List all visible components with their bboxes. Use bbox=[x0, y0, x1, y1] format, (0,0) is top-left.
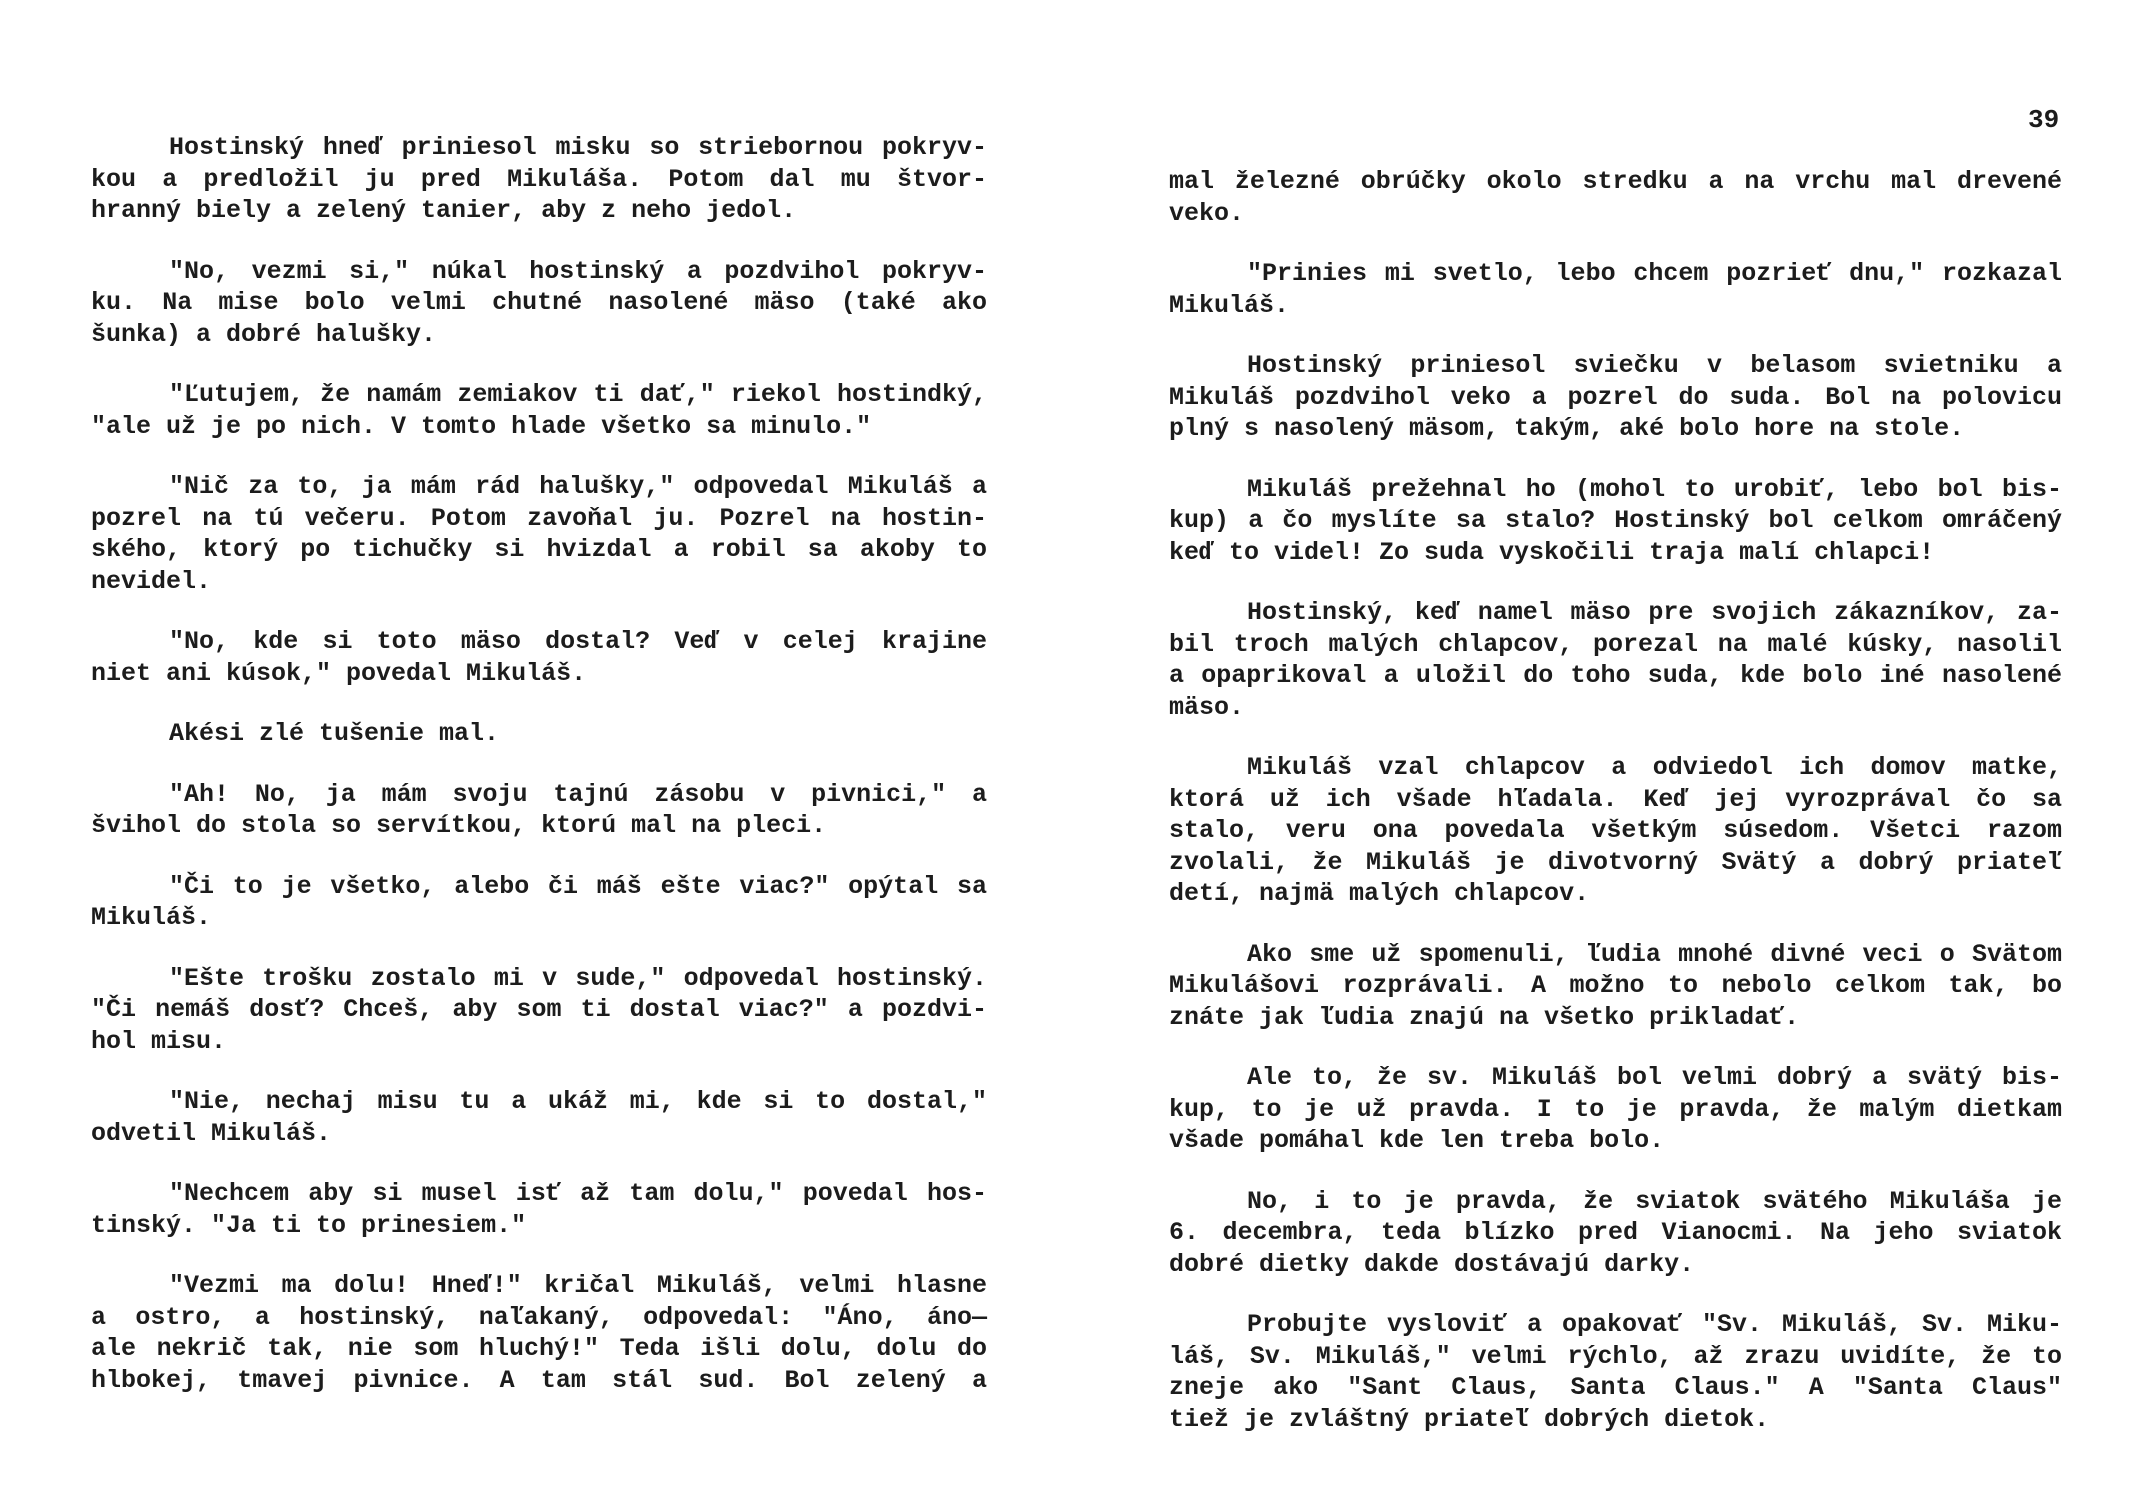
text-line: stalo, veru ona povedala všetkým súsedom. Všetci razom bbox=[1169, 816, 2062, 845]
text-line: a ostro, a hostinský, naľakaný, odpovedal: "Áno, áno— bbox=[91, 1302, 987, 1332]
text-line: nevidel. bbox=[91, 566, 212, 596]
text-line: keď to videl! Zo suda vyskočili traja malí chlapci! bbox=[1169, 537, 1935, 567]
text-line: Mikulášovi rozprávali. A možno to nebolo celkom tak, bo bbox=[1169, 971, 2062, 1000]
text-line: bil troch malých chlapcov, porezal na malé kúsky, nasolil bbox=[1169, 629, 2062, 659]
paragraph bbox=[1169, 1186, 2062, 1281]
text-line: "Ešte trošku zostalo mi v sude," odpovedal hostinský. bbox=[169, 963, 987, 993]
text-line: Mikuláš. bbox=[1169, 290, 1290, 320]
text-line: hlbokej, tmavej pivnice. A tam stál sud. Bol zelený a bbox=[91, 1365, 987, 1395]
text-line: dobré dietky dakde dostávajú darky. bbox=[1169, 1249, 1695, 1279]
text-line: "Či to je všetko, alebo či máš ešte viac?" opýtal sa bbox=[169, 871, 987, 901]
text-line: mal železné obrúčky okolo stredku a na vrchu mal drevené bbox=[1169, 167, 2062, 196]
paragraph bbox=[91, 379, 987, 442]
text-line: kou a predložil ju pred Mikuláša. Potom dal mu štvor- bbox=[91, 164, 987, 194]
paragraph bbox=[91, 132, 987, 227]
text-line: odvetil Mikuláš. bbox=[91, 1118, 332, 1148]
text-line: Hostinský hneď priniesol misku so striebornou pokryv- bbox=[169, 133, 987, 162]
paragraph bbox=[1169, 474, 2062, 569]
text-line: ale nekrič tak, nie som hluchý!" Teda išli dolu, dolu do bbox=[91, 1334, 987, 1363]
paragraph bbox=[1169, 939, 2062, 1034]
text-line: "ale už je po nich. V tomto hlade všetko sa minulo." bbox=[91, 411, 872, 441]
text-line: "Vezmi ma dolu! Hneď!" kričal Mikuláš, velmi hlasne bbox=[169, 1271, 987, 1300]
text-line: veko. bbox=[1169, 198, 1245, 228]
paragraph bbox=[1169, 1062, 2062, 1157]
paragraph bbox=[91, 626, 987, 689]
paragraph bbox=[1169, 350, 2062, 445]
text-line: Mikuláš vzal chlapcov a odviedol ich domov matke, bbox=[1247, 753, 2062, 782]
paragraph bbox=[1169, 597, 2062, 723]
text-line: a opaprikoval a uložil do toho suda, kde bolo iné nasolené bbox=[1169, 661, 2062, 690]
text-line: znáte jak ľudia znajú na všetko prikladať. bbox=[1169, 1002, 1800, 1032]
paragraph bbox=[1169, 258, 2062, 321]
left-page-body bbox=[91, 132, 987, 1425]
text-line: švihol do stola so servítkou, ktorú mal na pleci. bbox=[91, 811, 827, 840]
text-line: Hostinský, keď namel mäso pre svojich zákazníkov, za- bbox=[1247, 598, 2062, 627]
text-line: "Ľutujem, že namám zemiakov ti dať," riekol hostindký, bbox=[169, 380, 987, 409]
text-line: "Ah! No, ja mám svoju tajnú zásobu v pivnici," a bbox=[169, 779, 987, 809]
text-line: No, i to je pravda, že sviatok svätého Mikuláša je bbox=[1247, 1186, 2062, 1216]
paragraph bbox=[91, 1270, 987, 1396]
text-line: zvolali, že Mikuláš je divotvorný Svätý a dobrý priateľ bbox=[1169, 847, 2062, 877]
text-line: "Nie, nechaj misu tu a ukáž mi, kde si to dostal," bbox=[169, 1087, 987, 1116]
paragraph bbox=[1169, 1309, 2062, 1435]
paragraph bbox=[91, 256, 987, 351]
page-number: 39 bbox=[2028, 105, 2060, 135]
text-line: Mikuláš prežehnal ho (mohol to urobiť, lebo bol bis- bbox=[1247, 474, 2062, 504]
text-line: kup, to je už pravda. I to je pravda, že malým dietkam bbox=[1169, 1094, 2062, 1124]
text-line: hol misu. bbox=[91, 1026, 227, 1056]
text-line: mäso. bbox=[1169, 692, 1245, 722]
text-line: "Prinies mi svetlo, lebo chcem pozrieť dnu," rozkazal bbox=[1247, 259, 2062, 288]
paragraph bbox=[1169, 752, 2062, 910]
text-line: Ale to, že sv. Mikuláš bol velmi dobrý a svätý bis- bbox=[1247, 1063, 2062, 1092]
paragraph bbox=[91, 871, 987, 934]
text-line: Hostinský priniesol sviečku v belasom svietniku a bbox=[1247, 351, 2062, 380]
paragraph bbox=[91, 718, 987, 750]
text-line: Ako sme už spomenuli, ľudia mnohé divné veci o Svätom bbox=[1247, 939, 2062, 969]
paragraph bbox=[91, 471, 987, 597]
text-line: detí, najmä malých chlapcov. bbox=[1169, 879, 1590, 908]
text-line: 6. decembra, teda blízko pred Vianocmi. Na jeho sviatok bbox=[1169, 1218, 2062, 1247]
text-line: niet ani kúsok," povedal Mikuláš. bbox=[91, 658, 587, 688]
text-line: ku. Na mise bolo velmi chutné nasolené mäso (také ako bbox=[91, 288, 987, 317]
text-line: plný s nasolený mäsom, takým, aké bolo hore na stole. bbox=[1169, 414, 1965, 443]
text-line: všade pomáhal kde len treba bolo. bbox=[1169, 1126, 1665, 1155]
text-line: Mikuláš pozdvihol veko a pozrel do suda. Bol na polovicu bbox=[1169, 382, 2062, 412]
text-line: "No, kde si toto mäso dostal? Veď v celej krajine bbox=[169, 627, 987, 656]
text-line: Mikuláš. bbox=[91, 903, 212, 932]
text-line: ského, ktorý po tichučky si hvizdal a robil sa akoby to bbox=[91, 535, 987, 564]
text-line: "Či nemáš dosť? Chceš, aby som ti dostal viac?" a pozdvi- bbox=[91, 995, 987, 1024]
paragraph bbox=[91, 963, 987, 1058]
paragraph bbox=[91, 779, 987, 842]
paragraph bbox=[91, 1086, 987, 1149]
text-line: tiež je zvláštný priateľ dobrých dietok. bbox=[1169, 1404, 1770, 1434]
text-line: kup) a čo myslíte sa stalo? Hostinský bol celkom omráčený bbox=[1169, 506, 2062, 535]
text-line: zneje ako "Sant Claus, Santa Claus." A "Santa Claus" bbox=[1169, 1373, 2062, 1402]
text-line: Akési zlé tušenie mal. bbox=[169, 719, 500, 748]
text-line: tinský. "Ja ti to prinesiem." bbox=[91, 1210, 527, 1240]
right-page-body bbox=[1169, 166, 2062, 1464]
text-line: hranný biely a zelený tanier, aby z neho jedol. bbox=[91, 196, 797, 225]
paragraph bbox=[91, 1178, 987, 1241]
text-line: láš, Sv. Mikuláš," velmi rýchlo, až zrazu uvidíte, že to bbox=[1169, 1341, 2062, 1371]
text-line: pozrel na tú večeru. Potom zavoňal ju. Pozrel na hostin- bbox=[91, 503, 987, 533]
paragraph bbox=[1169, 166, 2062, 229]
text-line: ktorá už ich všade hľadala. Keď jej vyrozprával čo sa bbox=[1169, 784, 2062, 814]
text-line: Probujte vysloviť a opakovať "Sv. Mikuláš, Sv. Miku- bbox=[1247, 1310, 2062, 1339]
text-line: šunka) a dobré halušky. bbox=[91, 319, 437, 349]
text-line: "Nechcem aby si musel isť až tam dolu," povedal hos- bbox=[169, 1179, 987, 1208]
text-line: "Nič za to, ja mám rád halušky," odpovedal Mikuláš a bbox=[169, 472, 987, 501]
text-line: "No, vezmi si," núkal hostinský a pozdvihol pokryv- bbox=[169, 256, 987, 286]
